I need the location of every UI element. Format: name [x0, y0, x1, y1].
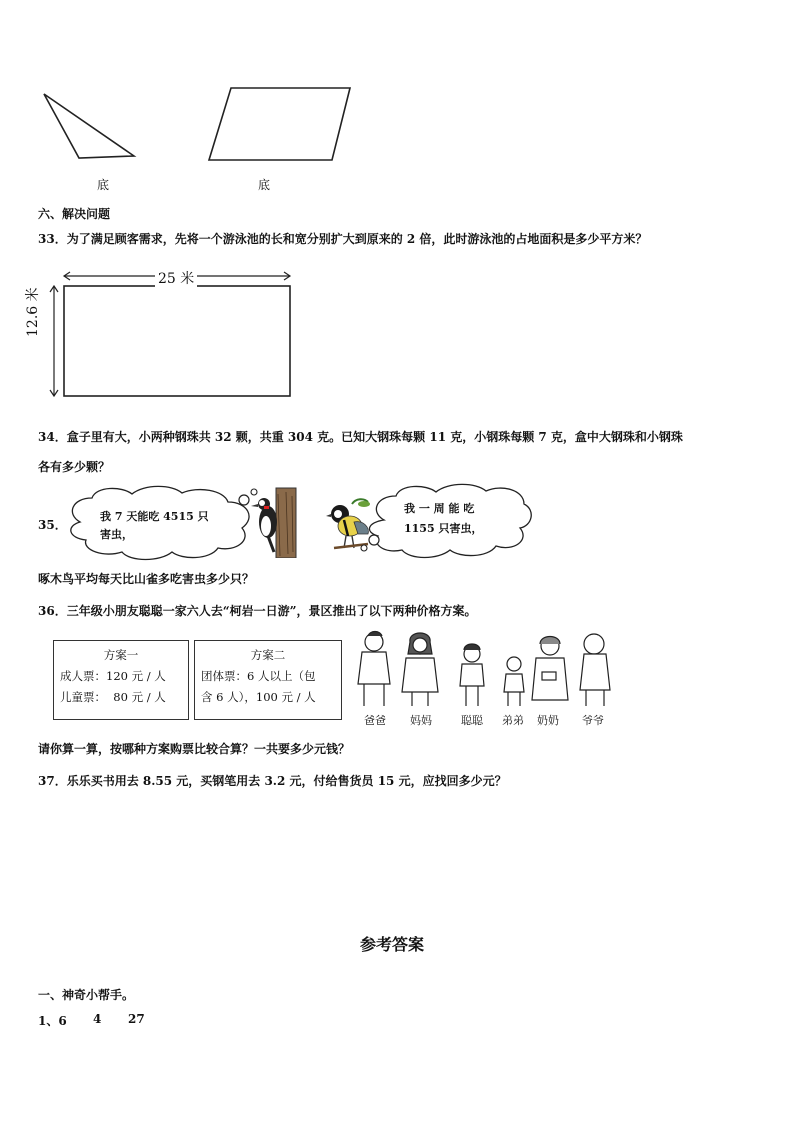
parallelogram-figure	[204, 84, 354, 164]
plan1-line2: 儿童票： 80 元 / 人	[60, 690, 166, 704]
answers-title: 参考答案	[360, 935, 425, 954]
family-label-dad: 爸爸	[364, 714, 386, 727]
question-35-number: 35．	[38, 518, 67, 532]
family-label-mom: 妈妈	[410, 714, 432, 727]
question-34-line2: 各有多少颗？	[38, 460, 111, 474]
bubble1-line2: 害虫，	[100, 528, 133, 541]
question-36-ask: 请你算一算，按哪种方案购票比较合算？一共要多少元钱？	[38, 742, 351, 756]
bubble1-line1: 我 7 天能吃 4515 只	[100, 510, 209, 523]
bubble2-line2: 1155 只害虫，	[404, 522, 483, 535]
grandma-figure-icon	[532, 637, 568, 701]
grandpa-figure-icon	[580, 634, 610, 706]
question-35-text: 啄木鸟平均每天比山雀多吃害虫多少只？	[38, 572, 255, 586]
bubble2-line1: 我 一 周 能 吃	[404, 502, 475, 515]
pool-width-label: 12.6 米	[22, 284, 42, 340]
plan1-line1: 成人票：120 元 / 人	[60, 669, 166, 683]
plan1-title: 方案一	[103, 648, 139, 662]
answer-item1-value2: 4	[93, 1012, 102, 1026]
plan2-line2: 含 6 人），100 元 / 人	[201, 690, 316, 704]
answer-item1-label: 1、6	[38, 1014, 67, 1028]
pool-length-label: 25 米	[155, 268, 197, 288]
triangle-figure	[36, 86, 146, 162]
dad-figure-icon	[358, 632, 390, 707]
mom-figure-icon	[402, 633, 438, 706]
question-33: 33．为了满足顾客需求，先将一个游泳池的长和宽分别扩大到原来的 2 倍，此时游泳池的占地面积是多少平方米？	[38, 232, 648, 246]
plan1-box	[53, 640, 189, 720]
family-label-brother: 弟弟	[502, 714, 524, 727]
plan2-line1: 团体票：6 人以上（包	[201, 669, 316, 683]
triangle-base-label: 底	[97, 178, 110, 192]
family-illustration	[354, 628, 618, 710]
brother-figure-icon	[504, 657, 524, 706]
parallelogram-base-label: 底	[258, 178, 271, 192]
answers-section1: 一、神奇小帮手。	[38, 988, 135, 1002]
section-title: 六、解决问题	[38, 207, 111, 221]
woodpecker-icon	[250, 486, 300, 558]
family-label-grandpa: 爷爷	[582, 714, 604, 727]
question-34-line1: 34．盒子里有大，小两种钢珠共 32 颗，共重 304 克。已知大钢珠每颗 11 克，小钢珠每颗 7 克，盒中大钢珠和小钢珠	[38, 430, 683, 444]
answer-item1-value3: 27	[128, 1012, 145, 1026]
plan2-box	[194, 640, 342, 720]
congcong-figure-icon	[460, 644, 484, 706]
family-label-congcong: 聪聪	[461, 714, 483, 727]
family-label-grandma: 奶奶	[537, 714, 559, 727]
question-36: 36．三年级小朋友聪聪一家六人去“柯岩一日游”，景区推出了以下两种价格方案。	[38, 604, 477, 618]
question-37: 37．乐乐买书用去 8.55 元，买钢笔用去 3.2 元，付给售货员 15 元，应找回多少元？	[38, 774, 507, 788]
plan2-title: 方案二	[250, 648, 286, 662]
